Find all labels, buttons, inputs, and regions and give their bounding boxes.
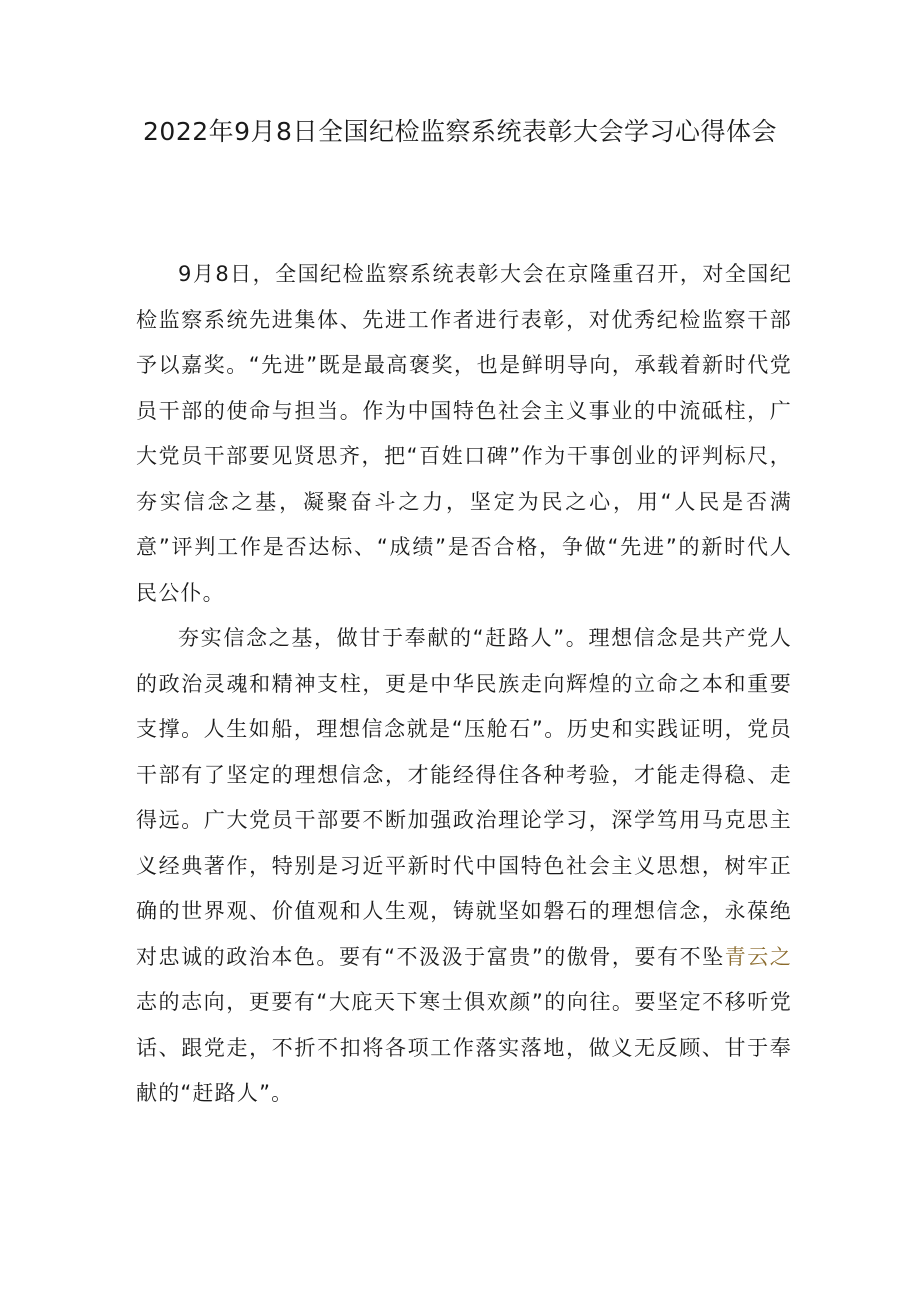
paragraph-faith-text-before: 夯实信念之基，做甘于奉献的“赶路人”。理想信念是共产党人的政治灵魂和精神支柱，更是中华民族走向辉煌的立命之本和重要支撑。人生如船，理想信念就是“压舱石”。历史和实践证明，党员干部有了坚定的理想信念，才能经得住各种考验，才能走得稳、走得远。广大党员干部要不断加强政治理论学习，深学笃用马克思主义经典著作，特别是习近平新时代中国特色社会主义思想，树牢正确的世界观、价值观和人生观，铸就坚如磐石的理想信念，永葆绝对忠诚的政治本色。要有“不汲汲于富贵”的傲骨，要有不坠 — [136, 626, 792, 969]
paragraph-faith-text-after: 志的志向，更要有“大庇天下寒士俱欢颜”的向往。要坚定不移听党话、跟党走，不折不扣将各项工作落实落地，做义无反顾、甘于奉献的“赶路人”。 — [136, 990, 792, 1105]
document-title: 2022年9月8日全国纪检监察系统表彰大会学习心得体会 — [143, 117, 777, 146]
paragraph-faith — [136, 616, 792, 1117]
paragraph-intro: 9月8日，全国纪检监察系统表彰大会在京隆重召开，对全国纪检监察系统先进集体、先进工作者进行表彰，对优秀纪检监察干部予以嘉奖。“先进”既是最高褒奖，也是鲜明导向，承载着新时代党员干部的使命与担当。作为中国特色社会主义事业的中流砥柱，广大党员干部要见贤思齐，把“百姓口碑”作为干事创业的评判标尺，夯实信念之基，凝聚奋斗之力，坚定为民之心，用“人民是否满意”评判工作是否达标、“成绩”是否合格，争做“先进”的新时代人民公仆。 — [136, 262, 792, 605]
document-body — [136, 252, 792, 1117]
highlighted-phrase: 青云之 — [724, 944, 792, 969]
